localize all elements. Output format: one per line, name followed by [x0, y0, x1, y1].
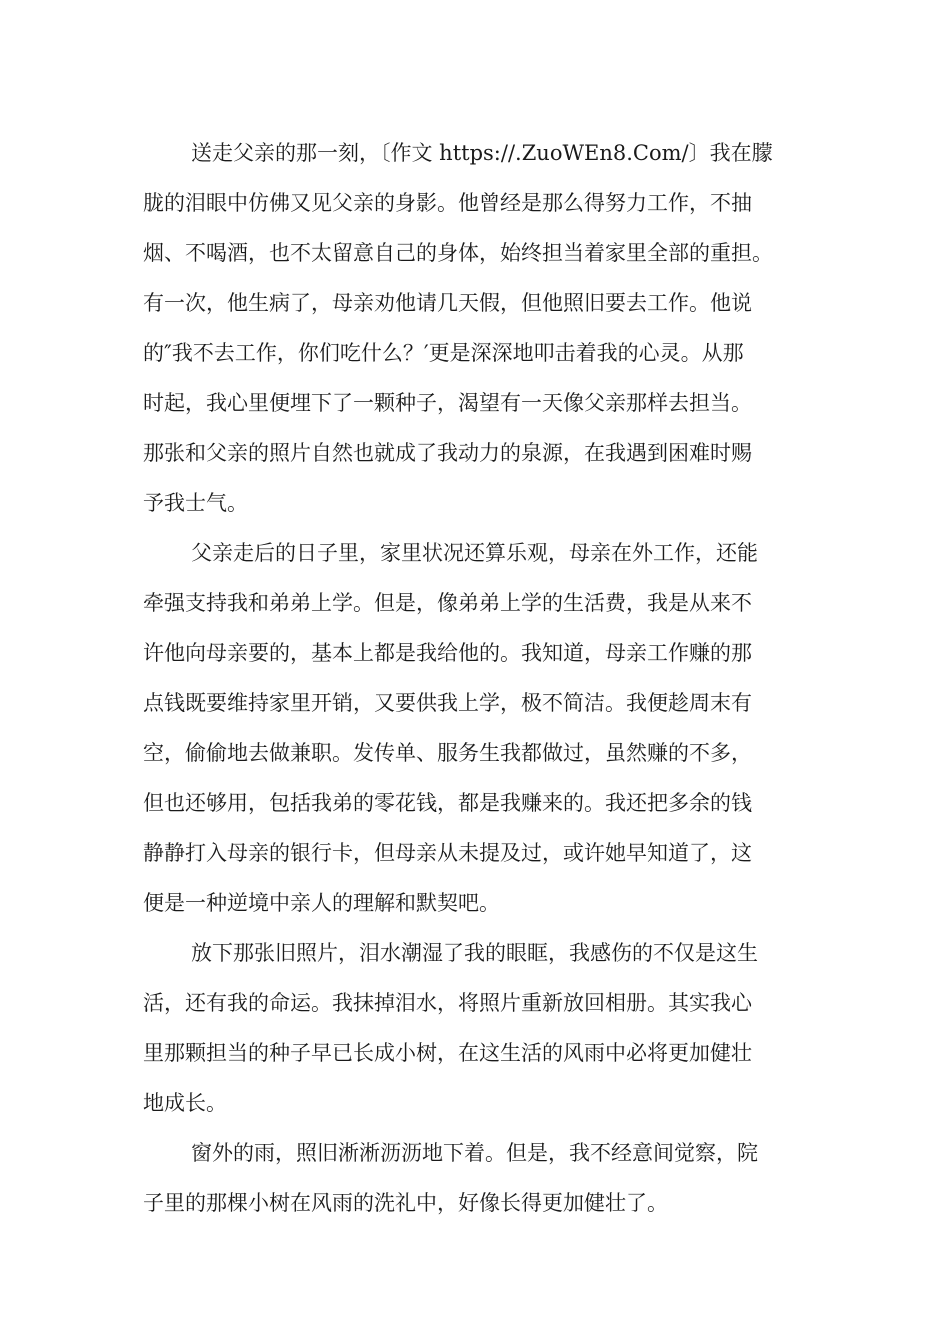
- paragraph-3-line-3: 里那颗担当的种子早已长成小树，在这生活的风雨中必将更加健壮: [143, 1041, 752, 1065]
- paragraph-1-line-8: 予我士气。: [143, 491, 248, 515]
- paragraph-1-line-3: 烟、不喝酒，也不太留意自己的身体，始终担当着家里全部的重担。: [143, 241, 773, 265]
- paragraph-2-line-4: 点钱既要维持家里开销，又要供我上学，极不简洁。我便趁周末有: [143, 691, 752, 715]
- paragraph-4-line-2: 子里的那棵小树在风雨的洗礼中，好像长得更加健壮了。: [143, 1191, 668, 1215]
- paragraph-2-line-3: 许他向母亲要的，基本上都是我给他的。我知道，母亲工作赚的那: [143, 641, 752, 665]
- paragraph-2-line-8: 便是一种逆境中亲人的理解和默契吧。: [143, 891, 500, 915]
- paragraph-3-line-2: 活，还有我的命运。我抹掉泪水，将照片重新放回相册。其实我心: [143, 991, 752, 1015]
- paragraph-2-line-2: 牵强支持我和弟弟上学。但是，像弟弟上学的生活费，我是从来不: [143, 591, 752, 615]
- paragraph-1-line-1: 送走父亲的那一刻，〔作文 https://.ZuoWEn8.Com/〕我在朦: [191, 141, 773, 165]
- paragraph-2-line-1: 父亲走后的日子里，家里状况还算乐观，母亲在外工作，还能: [191, 541, 758, 565]
- paragraph-1-line-5: 的″我不去工作，你们吃什么？′更是深深地叩击着我的心灵。从那: [143, 341, 744, 365]
- paragraph-1-line-2: 胧的泪眼中仿佛又见父亲的身影。他曾经是那么得努力工作，不抽: [143, 191, 752, 215]
- paragraph-3-line-1: 放下那张旧照片，泪水潮湿了我的眼眶，我感伤的不仅是这生: [191, 941, 758, 965]
- paragraph-1-line-7: 那张和父亲的照片自然也就成了我动力的泉源，在我遇到困难时赐: [143, 441, 752, 465]
- paragraph-2-line-7: 静静打入母亲的银行卡，但母亲从未提及过，或许她早知道了，这: [143, 841, 752, 865]
- paragraph-3-line-4: 地成长。: [143, 1091, 227, 1115]
- paragraph-4-line-1: 窗外的雨，照旧淅淅沥沥地下着。但是，我不经意间觉察，院: [191, 1141, 758, 1165]
- paragraph-2-line-6: 但也还够用，包括我弟的零花钱，都是我赚来的。我还把多余的钱: [143, 791, 752, 815]
- essay-body: [143, 128, 823, 1228]
- paragraph-1-line-6: 时起，我心里便埋下了一颗种子，渴望有一天像父亲那样去担当。: [143, 391, 752, 415]
- paragraph-1-line-4: 有一次，他生病了，母亲劝他请几天假，但他照旧要去工作。他说: [143, 291, 752, 315]
- paragraph-2-line-5: 空，偷偷地去做兼职。发传单、服务生我都做过，虽然赚的不多，: [143, 741, 752, 765]
